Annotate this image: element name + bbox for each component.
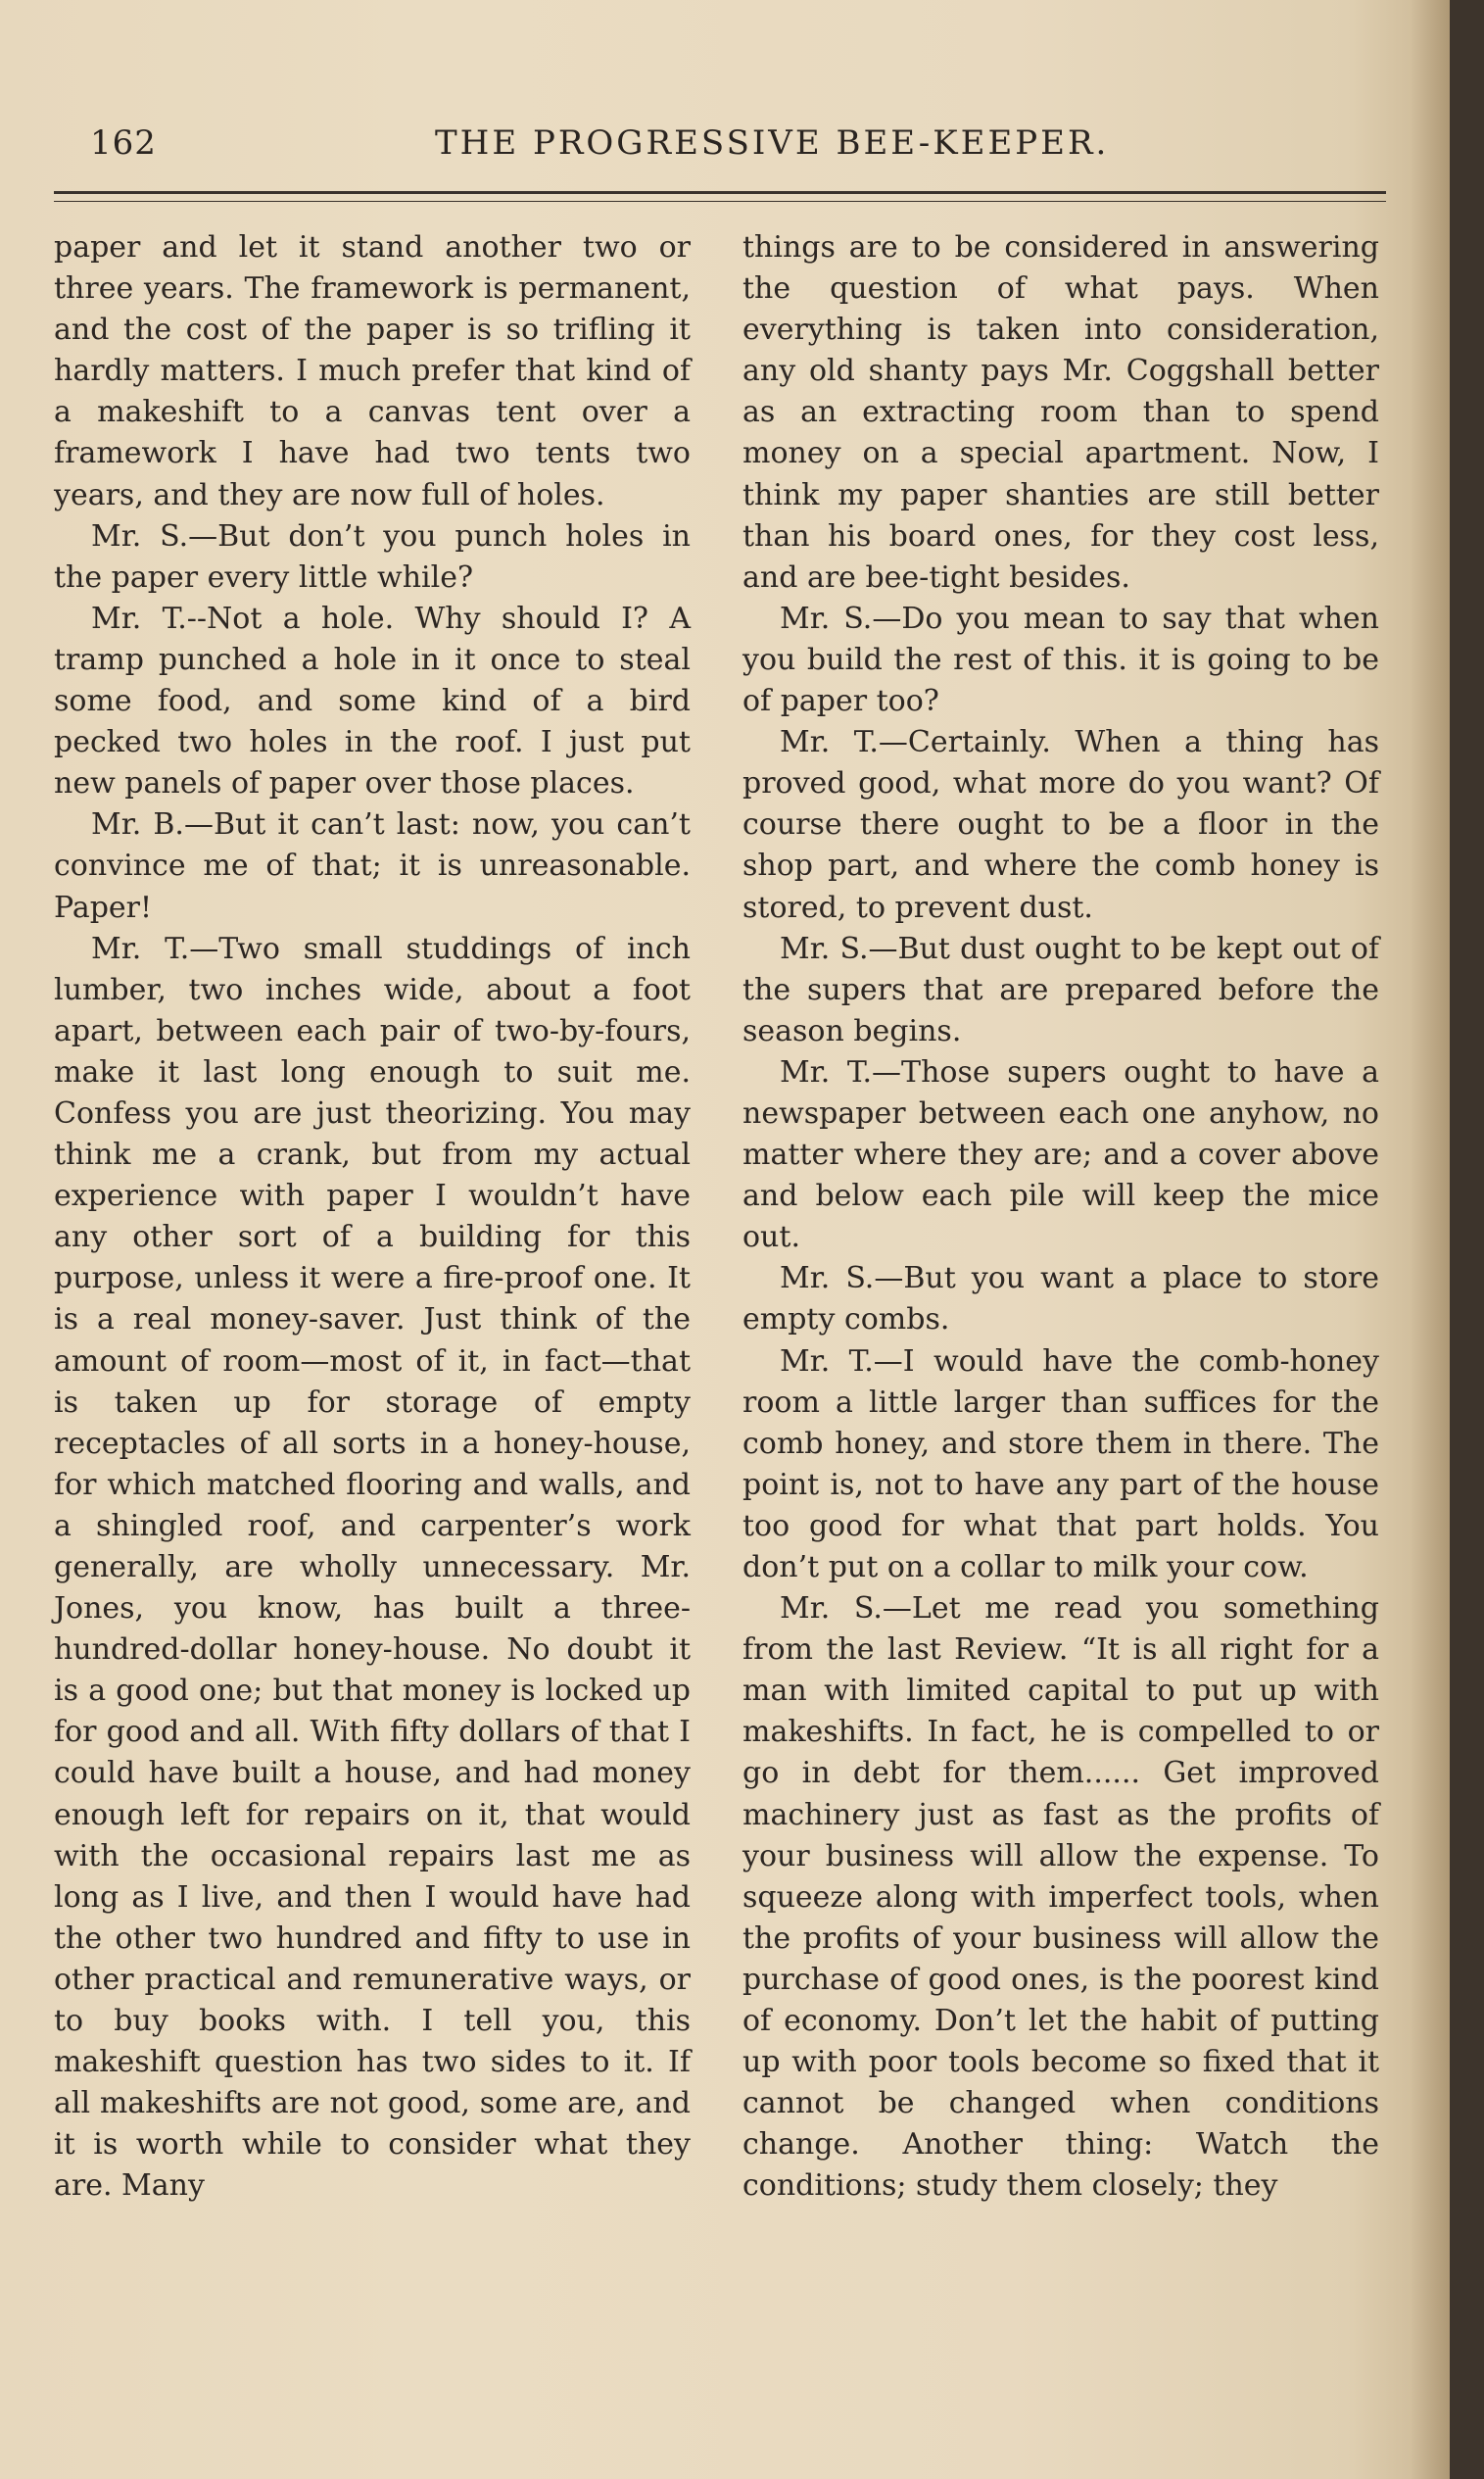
paragraph: Mr. T.—Those supers ought to have a newspaper between each one anyhow, no matter where they are; and a cover above and below each pile will keep the mice out.: [742, 1054, 1379, 1255]
paragraph: Mr. B.—But it can’t last: now, you can’t convince me of that; it is unreasonable. Paper!: [54, 807, 691, 925]
right-column: [742, 227, 1379, 2208]
paragraph: Mr. S.—Do you mean to say that when you build the rest of this. it is going to be of paper too?: [742, 601, 1379, 719]
page-number: 162: [90, 123, 157, 163]
paragraph: Mr. T.—Certainly. When a thing has proved good, what more do you want? Of course there ought to be a floor in the shop part, and where the comb honey is stored, to prevent dust.: [742, 725, 1379, 925]
paragraph: things are to be considered in answering the question of what pays. When everything is taken into consideration, any old shanty pays Mr. Coggshall better as an extracting room than to spend money on a special apartment. Now, I think my paper shanties are still better than his board ones, for they cost less, and are bee-tight besides.: [742, 230, 1379, 595]
paragraph: Mr. S.—But you want a place to store empty combs.: [742, 1261, 1379, 1337]
header-rule: [54, 191, 1386, 194]
page-edge-shadow: [1411, 0, 1450, 2479]
paragraph: paper and let it stand another two or three years. The framework is permanent, and the cost of the paper is so trifling it hardly matters. I much prefer that kind of a makeshift to a canvas tent over a framework I have had two tents two years, and they are now full of holes.: [54, 230, 691, 512]
paragraph: Mr. T.--Not a hole. Why should I? A tramp punched a hole in it once to steal some food, and some kind of a bird pecked two holes in the roof. I just put new panels of paper over those places.: [54, 601, 691, 802]
left-column: [54, 227, 691, 2208]
running-header: [90, 123, 1383, 172]
paragraph: Mr. T.—Two small studdings of inch lumber, two inches wide, about a foot apart, between each pair of two-by-fours, make it last long enough to suit me. Confess you are just theorizing. You may think me a crank, but from my actual experience with paper I wouldn’t have any other sort of a building for this purpose, unless it were a fire-proof one. It is a real money-saver. Just think of the amount of room—most of it, in fact—that is taken up for storage of empty receptacles of all sorts in a honey-house, for which matched flooring and walls, and a shingled roof, and carpenter’s work generally, are wholly unnecessary. Mr. Jones, you know, has built a three-hundred-dollar honey-house. No doubt it is a good one; but that money is locked up for good and all. With fifty dollars of that I could have built a house, and had money enough left for repairs on it, that would with the occasional repairs last me as long as I live, and then I would have had the other two hundred and fifty to use in other practical and remunerative ways, or to buy books with. I tell you, this makeshift question has two sides to it. If all makeshifts are not good, some are, and it is worth while to consider what they are. Many: [54, 931, 691, 2204]
journal-title: THE PROGRESSIVE BEE-KEEPER.: [435, 123, 1110, 163]
paragraph: Mr. T.—I would have the comb-honey room a little larger than suffices for the comb honey, and store them in there. The point is, not to have any part of the house too good for what that part holds. You don’t put on a collar to milk your cow.: [742, 1343, 1379, 1584]
paragraph: Mr. S.—Let me read you something from the last Review. “It is all right for a man with limited capital to put up with makeshifts. In fact, he is compelled to or go in debt for them...... Get improved machinery just as fast as the profits of your business will allow the expense. To squeeze along with imperfect tools, when the profits of your business will allow the purchase of good ones, is the poorest kind of economy. Don’t let the habit of putting up with poor tools become so fixed that it cannot be changed when conditions change. Another thing: Watch the conditions; study them closely; they: [742, 1591, 1379, 2204]
paragraph: Mr. S.—But dust ought to be kept out of the supers that are prepared before the season begins.: [742, 931, 1379, 1048]
header-rule-thin: [54, 201, 1386, 202]
paragraph: Mr. S.—But don’t you punch holes in the paper every little while?: [54, 518, 691, 595]
